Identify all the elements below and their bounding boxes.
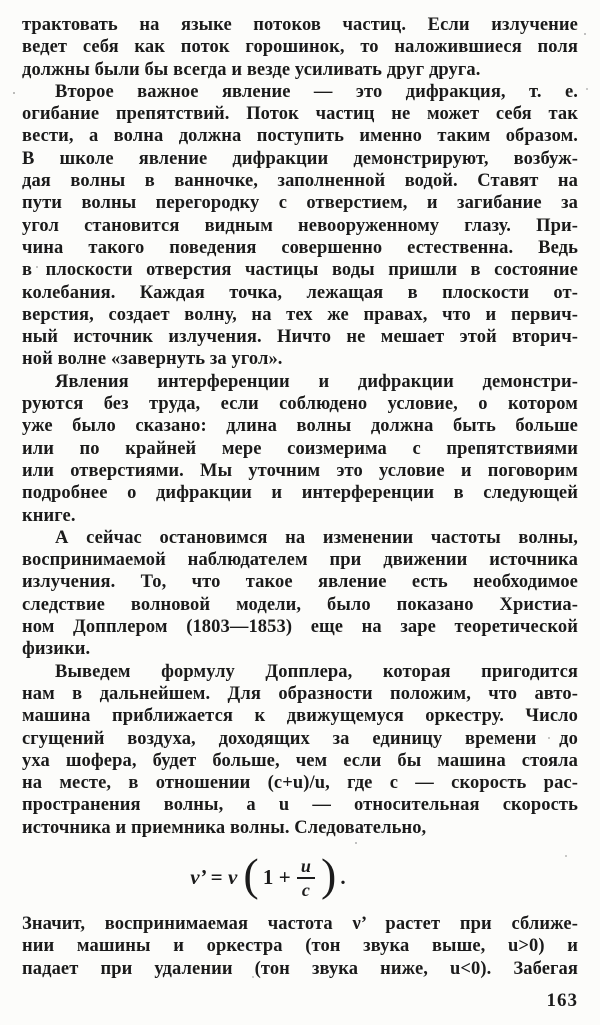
text-line: нам в дальнейшем. Для образности положим, что авто-	[22, 683, 578, 704]
text-line: на месте, в отношении (c+u)/u, где c — скорость рас-	[22, 773, 578, 794]
close-paren-glyph: )	[320, 848, 337, 900]
text-line: А сейчас остановимся на изменении частоты волны,	[55, 527, 578, 548]
text-column	[22, 14, 578, 980]
text-line: уха шофера, будет больше, чем если бы машина стояла	[22, 750, 578, 771]
text-line: уже было сказано: длина волны должна быть больше	[22, 416, 578, 437]
text-after-formula	[22, 913, 578, 980]
text-line: вести, а волна должна поступить именно таким образом.	[22, 126, 578, 147]
text-line: сгущений воздуха, доходящих за единицу времени до	[22, 728, 578, 749]
text-line: пути волны перегородку с отверстием, и загибание за	[22, 193, 578, 214]
text-line: воспринимаемой наблюдателем при движении источника	[22, 550, 578, 571]
text-line: или отверстиями. Мы уточним это условие и поговорим	[22, 460, 578, 481]
text-line: нии машины и оркестра (тон звука выше, u>0) и	[22, 936, 578, 957]
text-line: источника и приемника волны. Следовательно,	[22, 817, 427, 838]
text-line: колебания. Каждая точка, лежащая в плоскости от-	[22, 282, 578, 303]
formula-lhs: ν’ = ν	[190, 865, 238, 890]
formula-numerator: u	[297, 857, 315, 879]
formula-one-plus: 1 +	[262, 865, 291, 890]
text-line: или по крайней мере соизмерима с препятствиями	[22, 438, 578, 459]
text-line: руются без труда, если соблюдено условие, о котором	[22, 394, 578, 415]
scan-noise	[0, 0, 2, 2]
text-line: ной волне «завернуть за угол».	[22, 349, 283, 370]
text-line: чина такого поведения совершенно естественна. Ведь	[22, 237, 578, 258]
text-line: подробнее о дифракции и интерференции в следующей	[22, 483, 578, 504]
text-line: дая волны в ванночке, заполненной водой. Ставят на	[22, 171, 578, 192]
text-line: огибание препятствий. Поток частиц не может себя так	[22, 104, 578, 125]
text-line: ный источник излучения. Ничто не мешает этой вторич-	[22, 327, 578, 348]
page-number: 163	[546, 990, 578, 1011]
formula-period: .	[340, 865, 346, 890]
text-line: Значит, воспринимаемая частота ν’ растет при сближе-	[22, 913, 578, 934]
formula-denominator: c	[301, 879, 310, 900]
text-line: пространения волны, а u — относительная скорость	[22, 795, 578, 816]
text-line: следствие волновой модели, было показано Христиа-	[22, 594, 578, 615]
text-line: В школе явление дифракции демонстрируют, возбуж-	[22, 148, 578, 169]
text-line: книге.	[22, 505, 76, 526]
text-line: верстия, создает волну, на тех же правах, что и первич-	[22, 304, 578, 325]
text-line: должны были бы всегда и везде усиливать друг друга.	[22, 59, 481, 80]
text-line: угол становится видным невооруженному глазу. При-	[22, 215, 578, 236]
text-line: падает при удалении (тон звука ниже, u<0). Забегая	[22, 958, 578, 979]
text-line: в плоскости отверстия частицы воды пришли в состояние	[22, 260, 578, 281]
text-line: ном Допплером (1803—1853) еще на заре теоретической	[22, 617, 578, 638]
text-line: Второе важное явление — это дифракция, т. е.	[55, 81, 578, 102]
text-line: излучения. То, что такое явление есть необходимое	[22, 572, 578, 593]
text-before-formula	[22, 14, 578, 839]
text-line: ведет себя как поток горошинок, то наложившиеся поля	[22, 37, 578, 58]
text-line: физики.	[22, 639, 91, 660]
text-line: Выведем формулу Допплера, которая пригодится	[55, 661, 578, 682]
text-line: машина приближается к движущемуся оркестру. Число	[22, 706, 578, 727]
doppler-formula	[22, 849, 514, 907]
formula-fraction	[297, 857, 315, 899]
text-line: трактовать на языке потоков частиц. Если излучение	[22, 15, 578, 35]
text-line: Явления интерференции и дифракции демонстри-	[55, 371, 578, 392]
open-paren-glyph: (	[243, 848, 259, 900]
